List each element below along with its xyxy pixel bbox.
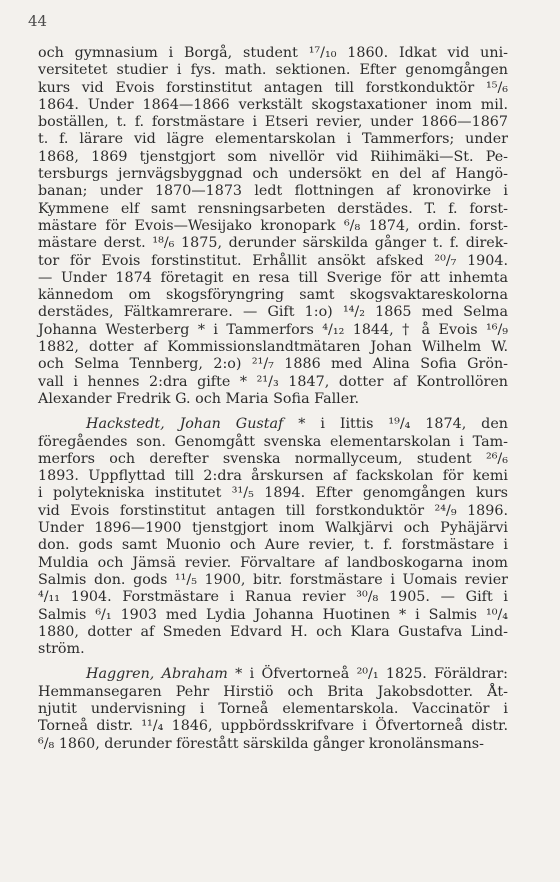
text-line: Muldia och Jämsä revier. Förvaltare af landboskogarna inom: [38, 554, 508, 571]
paragraph-haggren: [38, 666, 508, 752]
text-line: och gymnasium i Borgå, student ¹⁷/₁₀ 1860. Idkat vid uni-: [38, 45, 508, 61]
text-line: Salmis don. gods ¹¹/₅ 1900, bitr. forstmästare i Uomais revier: [38, 571, 508, 588]
text-line: mästare derst. ¹⁸/₆ 1875, derunder särskilda gånger t. f. direk-: [38, 235, 508, 252]
text-line: [38, 666, 508, 683]
text-line: banan; under 1870—1873 ledt flottningen af kronovirke i: [38, 183, 508, 200]
text-line: ⁴/₁₁ 1904. Forstmästare i Ranua revier ³⁰/₈ 1905. — Gift i: [38, 589, 508, 606]
text-line: 1868, 1869 tjenstgjort som nivellör vid Riihimäki—St. Pe-: [38, 148, 508, 165]
text-line: don. gods samt Muonio och Aure revier, t. f. forstmästare i: [38, 537, 508, 554]
text-line: merfors och derefter svenska normallyceum, student ²⁶/₆: [38, 450, 508, 467]
text-line: tersburgs jernvägsbyggnad och undersökt en del af Hangö-: [38, 166, 508, 183]
text-line: och Selma Tennberg, 2:o) ²¹/₇ 1886 med Alina Sofia Grön-: [38, 356, 508, 373]
text-line: mästare för Evois—Wesijako kronopark ⁶/₈ 1874, ordin. forst-: [38, 217, 508, 234]
entry-line-text: * i Öfvertorneå ²⁰/₁ 1825. Föräldrar:: [227, 666, 508, 683]
text-line: versitetet studier i fys. math. sektionen. Efter genomgången: [38, 62, 508, 79]
entry-name: Haggren, Abraham: [86, 666, 228, 683]
text-line: 1880, dotter af Smeden Edvard H. och Klara Gustafva Lind-: [38, 623, 508, 640]
text-line: kurs vid Evois forstinstitut antagen till forstkonduktör ¹⁵/₆: [38, 79, 508, 96]
text-line: tor för Evois forstinstitut. Erhållit ansökt afsked ²⁰/₇ 1904.: [38, 252, 508, 269]
text-line: Hemmansegaren Pehr Hirstiö och Brita Jakobsdotter. Åt-: [38, 683, 508, 700]
page-body: [38, 45, 508, 761]
paragraph-hackstedt: [38, 416, 508, 658]
text-line: Torneå distr. ¹¹/₄ 1846, uppbördsskrifvare i Öfvertorneå distr.: [38, 718, 508, 735]
paragraph-continued: [38, 45, 508, 408]
text-line: vid Evois forstinstitut antagen till forstkonduktör ²⁴/₉ 1896.: [38, 502, 508, 519]
text-line: 1864. Under 1864—1866 verkstält skogstaxationer inom mil.: [38, 96, 508, 113]
text-line: ⁶/₈ 1860, derunder förestått särskilda gånger kronolänsmans-: [38, 735, 484, 752]
entry-name: Hackstedt, Johan Gustaf: [86, 416, 284, 433]
text-line: vall i hennes 2:dra gifte * ²¹/₃ 1847, dotter af Kontrollören: [38, 373, 508, 390]
text-line: boställen, t. f. forstmästare i Etseri revier, under 1866—1867: [38, 114, 508, 131]
text-line: Alexander Fredrik G. och Maria Sofia Faller.: [38, 390, 360, 407]
text-line: — Under 1874 företagit en resa till Sverige för att inhemta: [38, 269, 508, 286]
text-line: Johanna Westerberg * i Tammerfors ⁴/₁₂ 1844, † å Evois ¹⁶/₉: [38, 321, 508, 338]
text-line: Under 1896—1900 tjenstgjort inom Walkjärvi och Pyhäjärvi: [38, 520, 508, 537]
text-line: t. f. lärare vid lägre elementarskolan i Tammerfors; under: [38, 131, 508, 148]
text-line: föregåendes son. Genomgått svenska elementarskolan i Tam-: [38, 433, 508, 450]
text-line: derstädes, Fältkamrerare. — Gift 1:o) ¹⁴/₂ 1865 med Selma: [38, 304, 508, 321]
text-line: ström.: [38, 641, 85, 658]
page-number: 44: [28, 12, 48, 30]
text-line: 1882, dotter af Kommissionslandtmätaren Johan Wilhelm W.: [38, 339, 508, 356]
text-line: njutit undervisning i Torneå elementarskola. Vaccinatör i: [38, 700, 508, 717]
text-line: kännedom om skogsföryngring samt skogsvaktareskolorna: [38, 287, 508, 304]
text-line: 1893. Uppflyttad till 2:dra årskursen af fackskolan för kemi: [38, 468, 508, 485]
text-line: i polytekniska institutet ³¹/₅ 1894. Efter genomgången kurs: [38, 485, 508, 502]
text-line: [38, 416, 508, 433]
entry-line-text: * i Iittis ¹⁹/₄ 1874, den: [283, 416, 508, 433]
text-line: Salmis ⁶/₁ 1903 med Lydia Johanna Huotinen * i Salmis ¹⁰/₄: [38, 606, 508, 623]
text-line: Kymmene elf samt rensningsarbeten derstädes. T. f. forst-: [38, 200, 508, 217]
